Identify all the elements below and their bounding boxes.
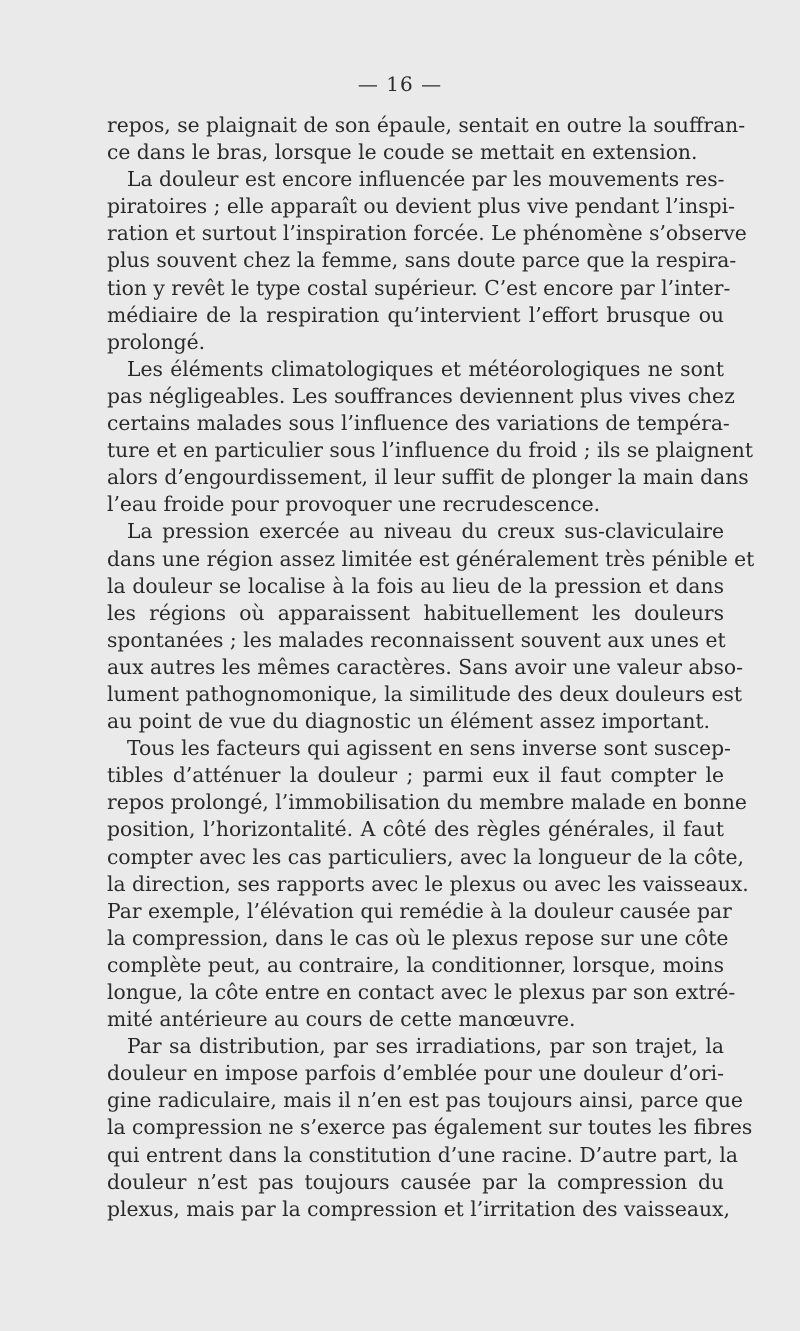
text-line: Les éléments climatologiques et météorologiques ne sont [127, 356, 724, 381]
text-line: repos, se plaignait de son épaule, sentait en outre la souffran- [107, 113, 746, 137]
text-line: ration et surtout l’inspiration forcée. Le phénomène s’observe [107, 221, 747, 246]
text-line: Par exemple, l’élévation qui remédie à la douleur causée par [107, 898, 732, 923]
text-line: Tous les facteurs qui agissent en sens inverse sont suscep- [127, 736, 731, 761]
text-line: complète peut, au contraire, la conditionner, lorsque, moins [107, 952, 724, 977]
text-line: qui entrent dans la constitution d’une racine. D’autre part, la [107, 1142, 738, 1167]
text-line: La douleur est encore influencée par les mouvements res- [127, 167, 725, 192]
text-line: position, l’horizontalité. A côté des règles générales, il faut [107, 817, 724, 842]
text-line: piratoires ; elle apparaît ou devient plus vive pendant l’inspi- [107, 194, 735, 219]
text-line: repos prolongé, l’immobilisation du membre malade en bonne [107, 790, 747, 815]
text-line: longue, la côte entre en contact avec le plexus par son extré- [107, 980, 736, 1004]
text-line: mité antérieure au cours de cette manœuvre. [107, 1007, 576, 1032]
text-line: dans une région assez limitée est généralement très pénible et [107, 546, 755, 571]
text-line: ce dans le bras, lorsque le coude se mettait en extension. [107, 140, 698, 165]
text-line: compter avec les cas particuliers, avec la longueur de la côte, [107, 844, 744, 869]
text-line: les régions où apparaissent habituellement les douleurs [107, 600, 724, 625]
text-line: médiaire de la respiration qu’intervient l’effort brusque ou [107, 302, 724, 327]
text-line: spontanées ; les malades reconnaissent souvent aux unes et [107, 627, 726, 652]
text-line: la douleur se localise à la fois au lieu de la pression et dans [107, 573, 724, 598]
text-line: plexus, mais par la compression et l’irritation des vaisseaux, [107, 1196, 730, 1221]
text-line: certains malades sous l’influence des variations de tempéra- [107, 411, 730, 436]
text-line: alors d’engourdissement, il leur suffit de plonger la main dans [107, 465, 749, 490]
text-line: douleur en impose parfois d’emblée pour une douleur d’ori- [107, 1061, 724, 1086]
text-line: ture et en particulier sous l’influence du froid ; ils se plaignent [107, 438, 753, 463]
text-line: l’eau froide pour provoquer une recrudescence. [107, 492, 601, 517]
text-line: pas négligeables. Les souffrances deviennent plus vives chez [107, 383, 735, 408]
text-line: La pression exercée au niveau du creux sus-claviculaire [127, 519, 724, 544]
text-line: la compression ne s’exerce pas également sur toutes les fibres [107, 1115, 753, 1140]
page-number: — 16 — [357, 72, 443, 96]
text-line: prolongé. [107, 329, 206, 354]
text-line: gine radiculaire, mais il n’en est pas toujours ainsi, parce que [107, 1088, 743, 1113]
body-text [107, 112, 755, 1223]
text-line: douleur n’est pas toujours causée par la compression du [107, 1169, 724, 1194]
text-line: au point de vue du diagnostic un élément assez important. [107, 709, 711, 734]
text-line: la compression, dans le cas où le plexus repose sur une côte [107, 925, 729, 950]
text-line: la direction, ses rapports avec le plexus ou avec les vaisseaux. [107, 871, 749, 896]
text-line: tibles d’atténuer la douleur ; parmi eux il faut compter le [107, 763, 724, 788]
text-line: aux autres les mêmes caractères. Sans avoir une valeur abso- [107, 654, 743, 679]
text-line: Par sa distribution, par ses irradiations, par son trajet, la [127, 1034, 724, 1059]
text-line: plus souvent chez la femme, sans doute parce que la respira- [107, 248, 737, 273]
text-line: lument pathognomonique, la similitude des deux douleurs est [107, 681, 743, 706]
text-line: tion y revêt le type costal supérieur. C’est encore par l’inter- [107, 275, 731, 300]
